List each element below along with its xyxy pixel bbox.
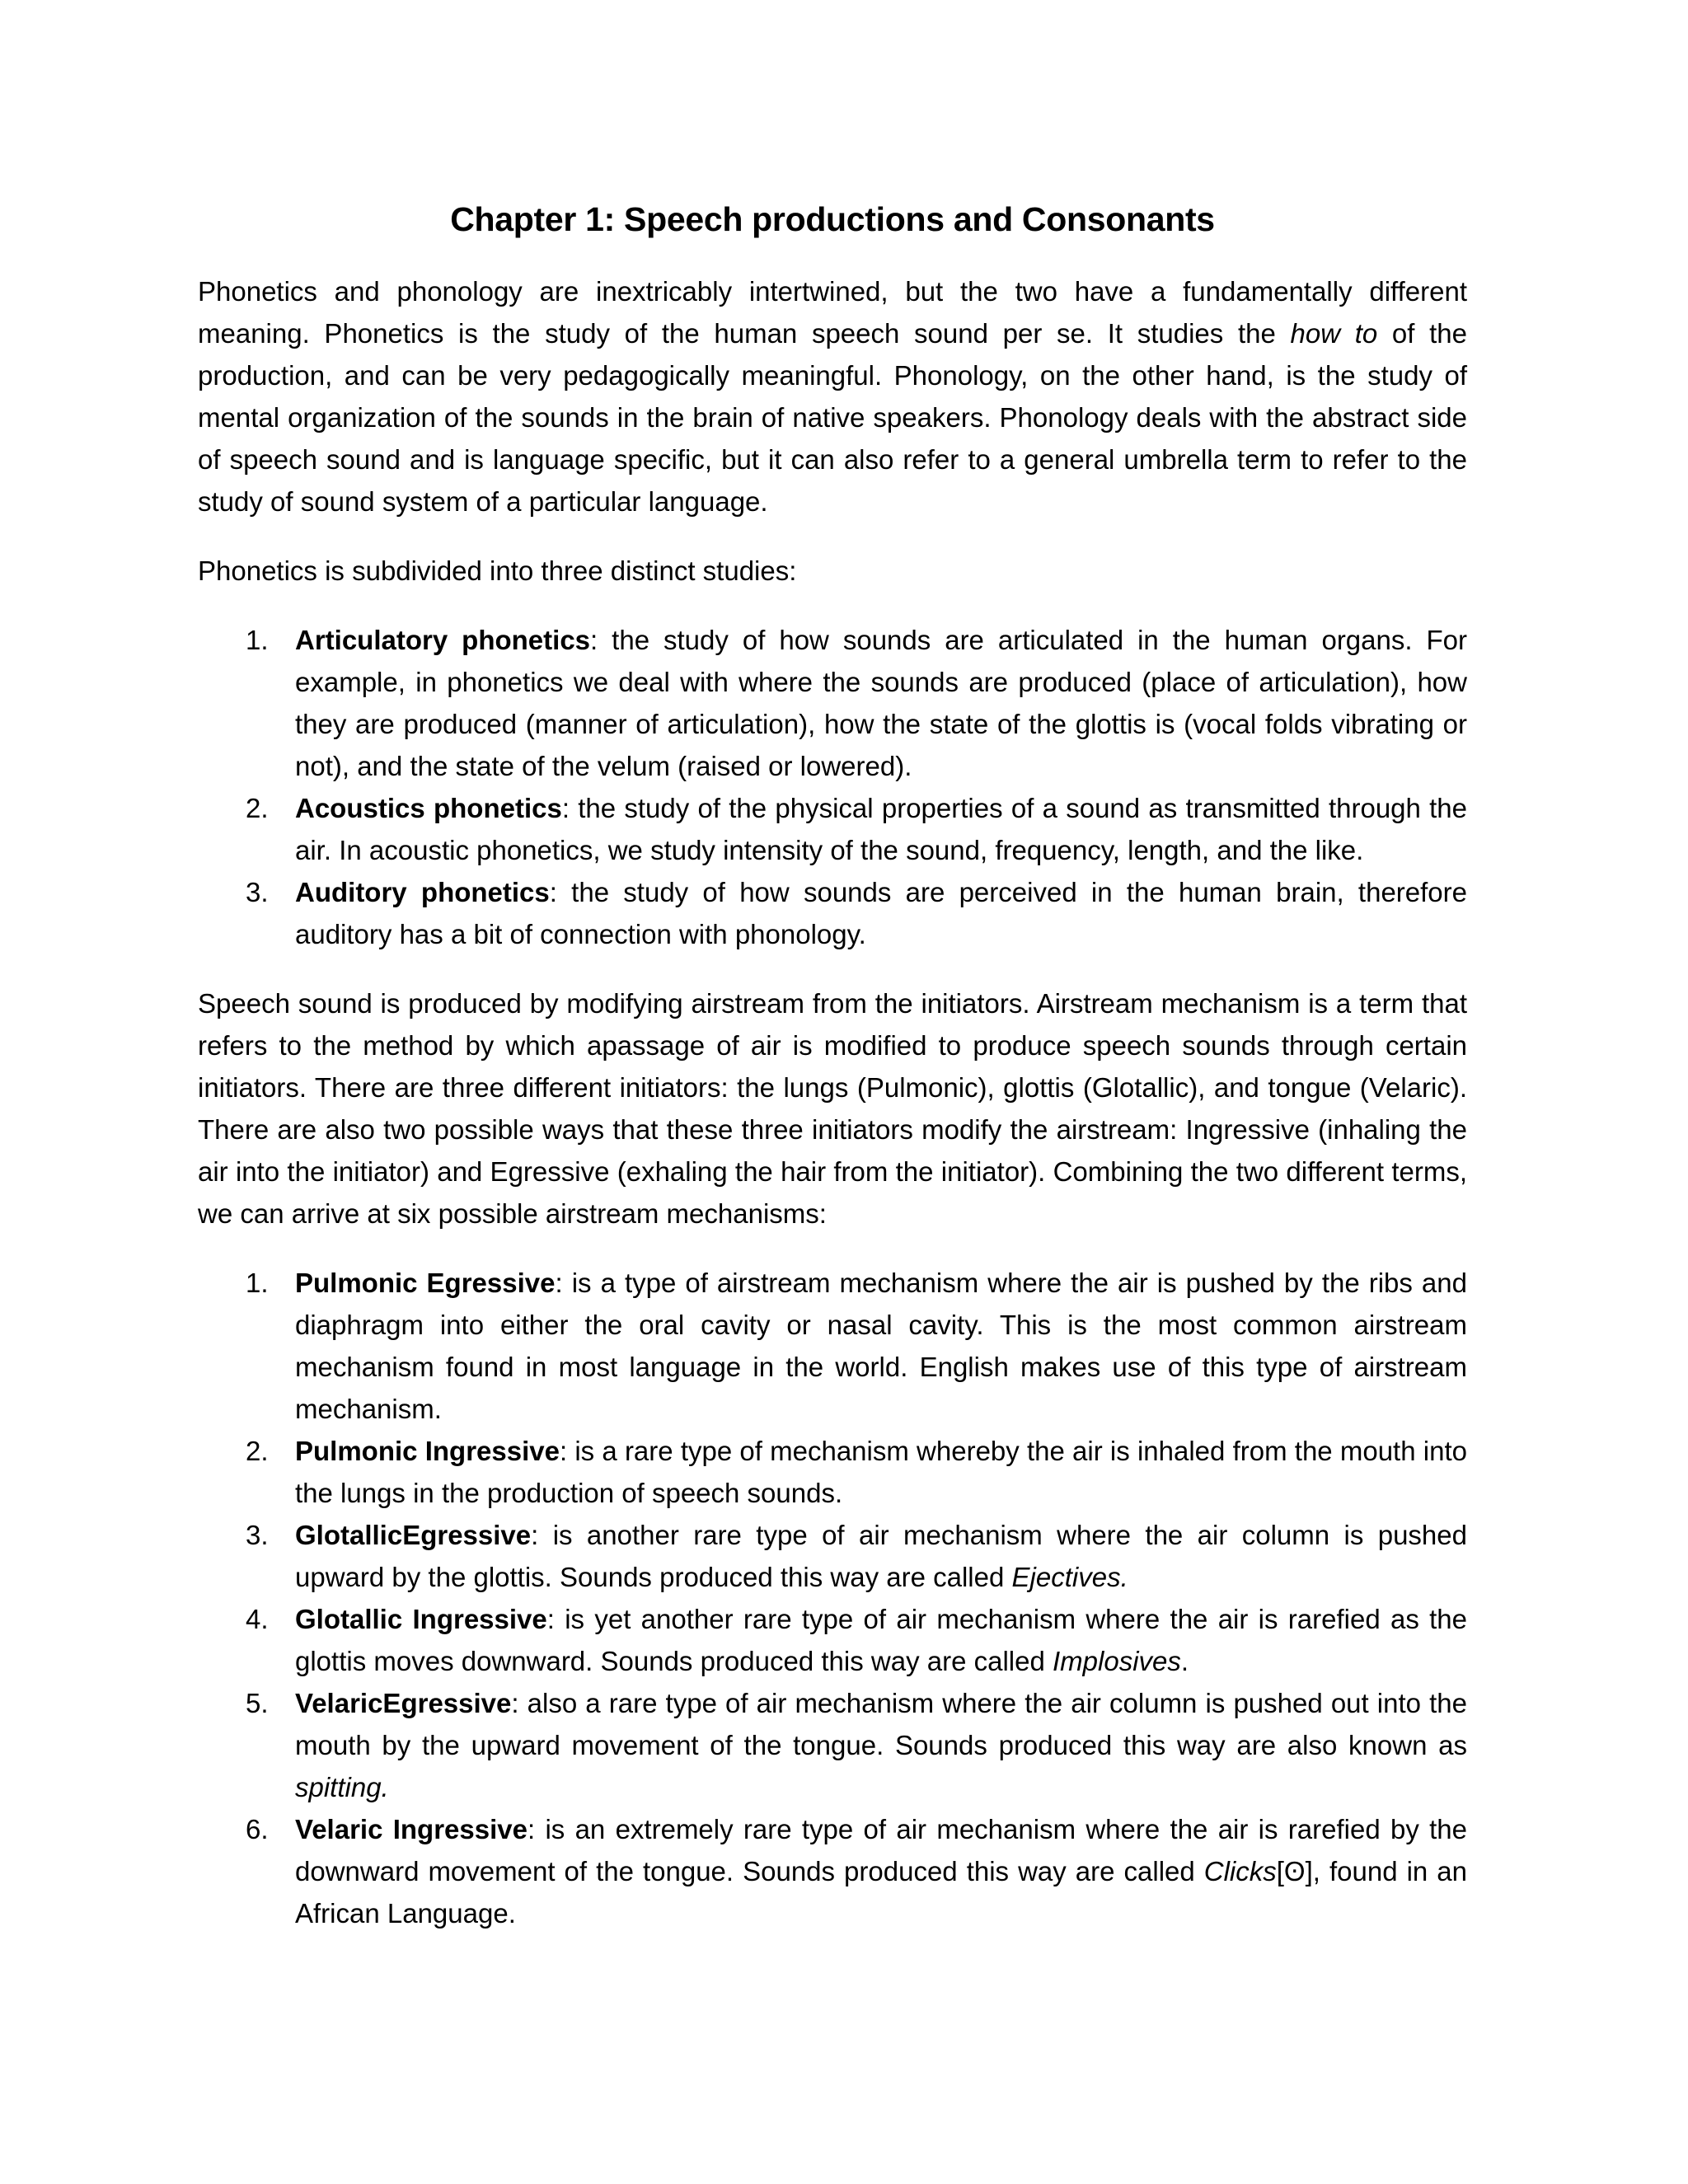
list-item xyxy=(198,619,1467,787)
list-emphasis: spitting. xyxy=(295,1772,389,1802)
intro-text-part-2: of the production, and can be very pedagogically meaningful. Phonology, on the other hand, is the study of mental organization of the sounds in the brain of native speakers. Phonology deals with the abstract side of speech sound and is language specific, but it can also refer to a general umbrella term to refer to the study of sound system of a particular language. xyxy=(198,318,1467,517)
list-item xyxy=(198,871,1467,955)
list-item xyxy=(198,1808,1467,1934)
list-term: VelaricEgressive xyxy=(295,1688,512,1718)
list-number: 3. xyxy=(246,877,269,907)
list-text: : is an extremely rare type of air mechanism where the air is rarefied by the downward movement of the tongue. Sounds produced this way are called xyxy=(295,1814,1467,1886)
list-tail: [ʘ], found in an African Language. xyxy=(295,1856,1467,1929)
list-text: : is another rare type of air mechanism where the air column is pushed upward by the glottis. Sounds produced this way are called xyxy=(295,1520,1467,1592)
list-text: : the study of the physical properties of a sound as transmitted through the air. In acoustic phonetics, we study intensity of the sound, frequency, length, and the like. xyxy=(295,793,1468,865)
airstream-paragraph: Speech sound is produced by modifying airstream from the initiators. Airstream mechanism is a term that refers to the method by which apassage of air is modified to produce speech sounds through certain initiators. There are three different initiators: the lungs (Pulmonic), glottis (Glotallic), and tongue (Velaric). There are also two possible ways that these three initiators modify the airstream: Ingressive (inhaling the air into the initiator) and Egressive (exhaling the hair from the initiator). Combining the two different terms, we can arrive at six possible airstream mechanisms: xyxy=(198,988,1467,1229)
list-tail: . xyxy=(1180,1646,1189,1676)
list-item xyxy=(198,787,1467,871)
list-item xyxy=(198,1430,1467,1514)
list-emphasis: Implosives xyxy=(1053,1646,1181,1676)
list-number: 4. xyxy=(246,1604,269,1634)
list-term: Pulmonic Egressive xyxy=(295,1268,556,1298)
list-number: 3. xyxy=(246,1520,269,1550)
list-term: Velaric Ingressive xyxy=(295,1814,528,1844)
list-number: 2. xyxy=(246,793,269,823)
list-term: Acoustics phonetics xyxy=(295,793,562,823)
subdivided-paragraph: Phonetics is subdivided into three distinct studies: xyxy=(198,555,797,586)
document-page xyxy=(198,194,1467,1961)
list-term: Glotallic Ingressive xyxy=(295,1604,547,1634)
intro-paragraph xyxy=(198,270,1467,523)
list-text: : the study of how sounds are perceived in the human brain, therefore auditory has a bit of connection with phonology. xyxy=(295,877,1467,949)
list-term: GlotallicEgressive xyxy=(295,1520,532,1550)
list-term: Articulatory phonetics xyxy=(295,625,591,655)
list-term: Pulmonic Ingressive xyxy=(295,1436,560,1466)
list-number: 1. xyxy=(246,1268,269,1298)
mechanisms-list xyxy=(198,1262,1467,1934)
list-number: 5. xyxy=(246,1688,269,1718)
list-text: : is a type of airstream mechanism where the air is pushed by the ribs and diaphragm into either the oral cavity or nasal cavity. This is the most common airstream mechanism found in most language in the world. English makes use of this type of airstream mechanism. xyxy=(295,1268,1467,1424)
list-item xyxy=(198,1682,1467,1808)
list-number: 2. xyxy=(246,1436,269,1466)
intro-emphasis: how to xyxy=(1290,318,1378,349)
studies-list xyxy=(198,619,1467,955)
list-number: 6. xyxy=(246,1814,269,1844)
list-item xyxy=(198,1514,1467,1598)
intro-text-part-1: Phonetics and phonology are inextricably intertwined, but the two have a fundamentally different meaning. Phonetics is the study of the human speech sound per se. It studies the xyxy=(198,276,1467,349)
list-term: Auditory phonetics xyxy=(295,877,550,907)
chapter-title: Chapter 1: Speech productions and Consonants xyxy=(450,200,1215,238)
list-emphasis: Clicks xyxy=(1203,1856,1277,1886)
list-item xyxy=(198,1598,1467,1682)
list-emphasis: Ejectives. xyxy=(1011,1562,1128,1592)
list-text: : is a rare type of mechanism whereby the air is inhaled from the mouth into the lungs in the production of speech sounds. xyxy=(295,1436,1467,1508)
list-number: 1. xyxy=(246,625,269,655)
list-text: : is yet another rare type of air mechanism where the air is rarefied as the glottis moves downward. Sounds produced this way are called xyxy=(295,1604,1468,1676)
list-text: : the study of how sounds are articulated in the human organs. For example, in phonetics we deal with where the sounds are produced (place of articulation), how they are produced (manner of articulation), how the state of the glottis is (vocal folds vibrating or not), and the state of the velum (raised or lowered). xyxy=(295,625,1467,781)
list-text: : also a rare type of air mechanism where the air column is pushed out into the mouth by the upward movement of the tongue. Sounds produced this way are also known as xyxy=(295,1688,1467,1760)
list-item xyxy=(198,1262,1467,1430)
